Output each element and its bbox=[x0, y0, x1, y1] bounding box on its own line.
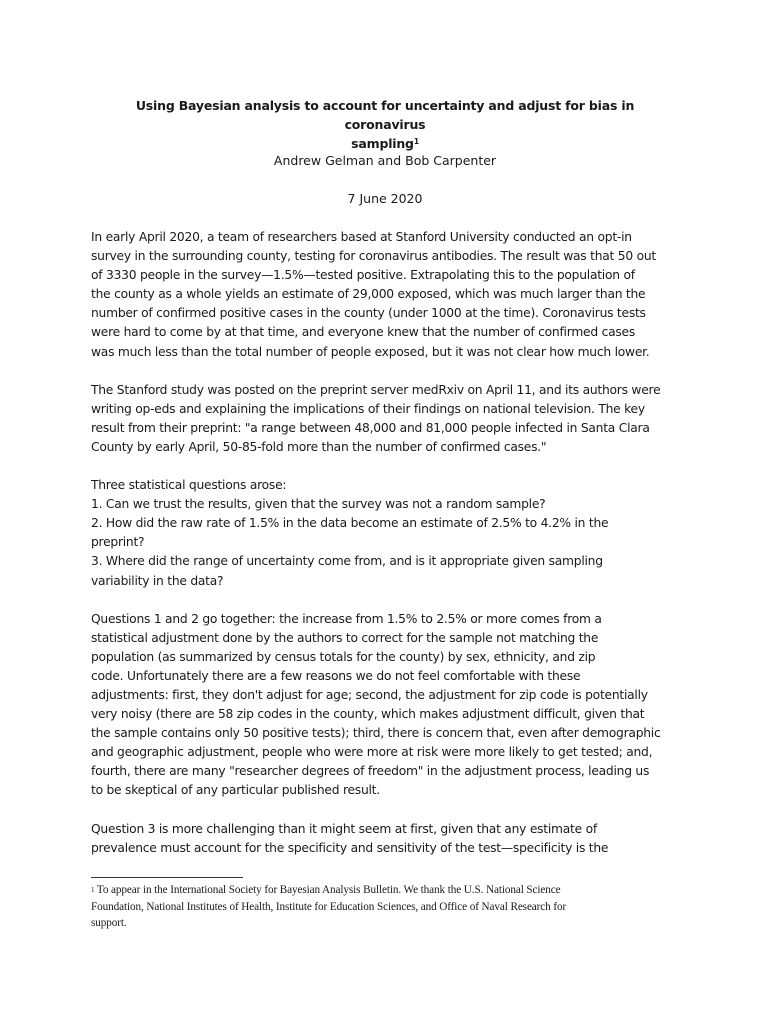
text-line: fourth, there are many "researcher degrees of freedom" in the adjustment process, leading us bbox=[91, 764, 650, 779]
text-line: was much less than the total number of people exposed, but it was not clear how much lower. bbox=[91, 344, 650, 359]
paper-title bbox=[100, 96, 670, 153]
text-line: population (as summarized by census totals for the county) by sex, ethnicity, and zip bbox=[91, 649, 596, 664]
text-line: Questions 1 and 2 go together: the increase from 1.5% to 2.5% or more comes from a bbox=[91, 611, 602, 626]
footnote-line: Foundation, National Institutes of Health, Institute for Education Sciences, and Office of Naval Research for bbox=[91, 900, 567, 913]
list-item: 3. Where did the range of uncertainty come from, and is it appropriate given sampling bbox=[91, 554, 603, 569]
footnote bbox=[91, 882, 691, 932]
footnote-line: support. bbox=[91, 917, 127, 929]
text-line: and geographic adjustment, people who were more at risk were more likely to get tested; and, bbox=[91, 745, 653, 760]
text-line: of 3330 people in the survey—1.5%—tested positive. Extrapolating this to the population of bbox=[91, 268, 635, 283]
text-line: to be skeptical of any particular published result. bbox=[91, 783, 380, 798]
text-line: very noisy (there are 58 zip codes in the county, which makes adjustment difficult, given that bbox=[91, 707, 645, 722]
footnote-divider bbox=[91, 877, 243, 878]
paragraph-3 bbox=[91, 476, 693, 591]
title-footnote-marker: 1 bbox=[413, 137, 419, 146]
text-line: preprint? bbox=[91, 535, 145, 550]
authors: Andrew Gelman and Bob Carpenter bbox=[273, 153, 497, 168]
title-line-2: sampling bbox=[351, 136, 414, 151]
text-line: adjustments: first, they don't adjust for age; second, the adjustment for zip code is potentially bbox=[91, 687, 648, 702]
text-line: statistical adjustment done by the authors to correct for the sample not matching the bbox=[91, 630, 599, 645]
text-line: The Stanford study was posted on the preprint server medRxiv on April 11, and its authors were bbox=[91, 382, 661, 397]
footnote-marker: 1 bbox=[91, 886, 95, 894]
paragraph-2 bbox=[91, 381, 693, 457]
footnote-line bbox=[91, 882, 691, 899]
paragraph-4 bbox=[91, 610, 693, 801]
text-line: variability in the data? bbox=[91, 573, 224, 588]
text-line: result from their preprint: "a range between 48,000 and 81,000 people infected in Santa Clara bbox=[91, 420, 650, 435]
text-line: Question 3 is more challenging than it might seem at first, given that any estimate of bbox=[91, 821, 597, 836]
text-line: the sample contains only 50 positive tests); third, there is concern that, even after demographic bbox=[91, 726, 661, 741]
text-line: Three statistical questions arose: bbox=[91, 478, 287, 493]
text-line: prevalence must account for the specificity and sensitivity of the test—specificity is the bbox=[91, 840, 609, 855]
footnote-text: To appear in the International Society for Bayesian Analysis Bulletin. We thank the U.S. National Science bbox=[94, 884, 561, 896]
list-item: 1. Can we trust the results, given that the survey was not a random sample? bbox=[91, 497, 546, 512]
paragraph-5 bbox=[91, 820, 693, 858]
paragraph-1 bbox=[91, 228, 693, 362]
text-line: County by early April, 50-85-fold more than the number of confirmed cases." bbox=[91, 439, 547, 454]
text-line: writing op-eds and explaining the implications of their findings on national television. The key bbox=[91, 401, 645, 416]
text-line: number of confirmed positive cases in the county (under 1000 at the time). Coronavirus tests bbox=[91, 306, 646, 321]
list-item: 2. How did the raw rate of 1.5% in the data become an estimate of 2.5% to 4.2% in the bbox=[91, 516, 609, 531]
text-line: code. Unfortunately there are a few reasons we do not feel comfortable with these bbox=[91, 668, 581, 683]
text-line: the county as a whole yields an estimate of 29,000 exposed, which was much larger than the bbox=[91, 287, 646, 302]
date: 7 June 2020 bbox=[347, 191, 423, 206]
text-line: In early April 2020, a team of researchers based at Stanford University conducted an opt-in bbox=[91, 230, 632, 244]
body-text bbox=[91, 228, 693, 877]
text-line: were hard to come by at that time, and everyone knew that the number of confirmed cases bbox=[91, 325, 635, 340]
title-line-1: Using Bayesian analysis to account for uncertainty and adjust for bias in coronavirus bbox=[135, 98, 635, 132]
text-line: survey in the surrounding county, testing for coronavirus antibodies. The result was that 50 out bbox=[91, 249, 656, 264]
